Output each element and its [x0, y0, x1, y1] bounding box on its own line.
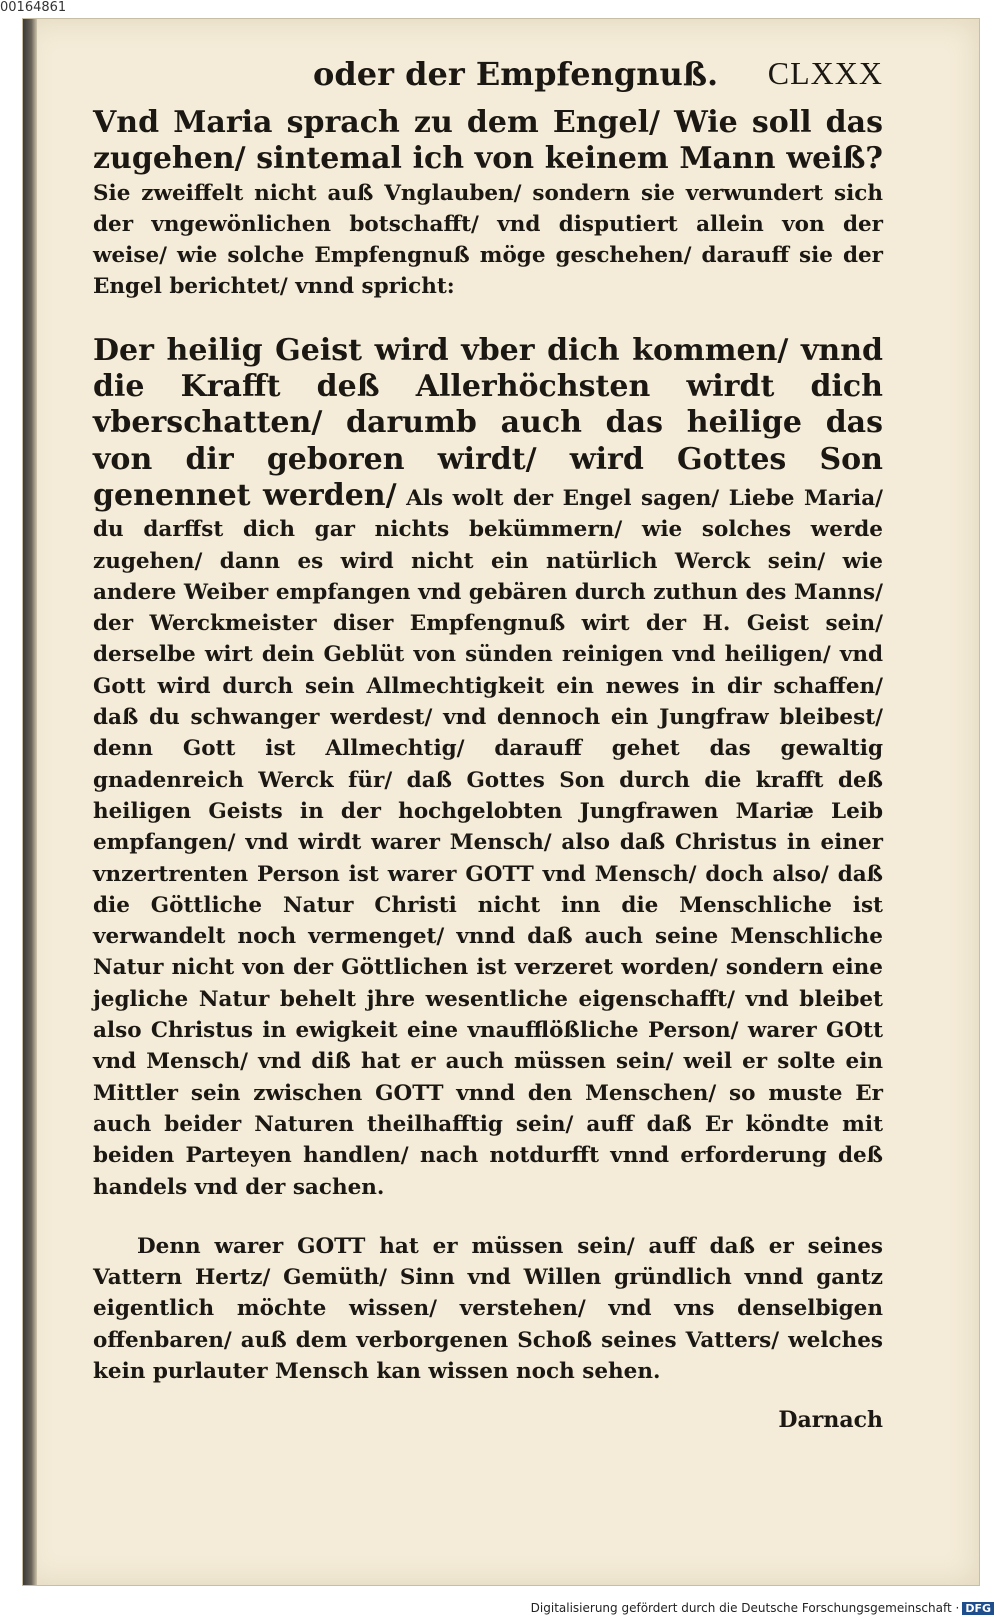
paragraph-2	[93, 333, 883, 1203]
book-page	[22, 18, 980, 1586]
book-spine-edge	[23, 19, 37, 1585]
scan-id: 00164861	[0, 0, 67, 15]
folio-number: CLXXX	[767, 55, 883, 91]
paragraph-1-scripture: Vnd Maria sprach zu dem Engel/ Wie soll das zugehen/ sintemal ich von keinem Mann weiß?	[93, 105, 883, 177]
page-header	[93, 49, 883, 105]
page-content	[93, 49, 883, 1433]
paragraph-2-commentary: Als wolt der Engel sagen/ Liebe Maria/ du darffst dich gar nichts bekümmern/ wie solches werde zugehen/ dann es wird nicht ein natürlich Werck sein/ wie andere Weiber empfangen vnd gebären durch zuthun des Manns/ der Werckmeister diser Empfengnuß wirt der H. Geist sein/ derselbe wirt dein Geblüt von sünden reinigen vnd heiligen/ vnd Gott wird durch sein Allmechtigkeit ein newes in dir schaffen/ daß du schwanger werdest/ vnd dennoch ein Jungfraw bleibest/ denn Gott ist Allmechtig/ darauff gehet das gewaltig gnadenreich Werck für/ daß Gottes Son durch die krafft deß heiligen Geists in der hochgelobten Jungfrawen Mariæ Leib empfangen/ vnd wirdt warer Mensch/ also daß Christus in einer vnzertrenten Person ist warer GOTT vnd Mensch/ doch also/ daß die Göttliche Natur Christi nicht inn die Menschliche ist verwandelt noch vermenget/ vnnd daß auch seine Menschliche Natur nicht von der Göttlichen ist verzeret worden/ sondern eine jegliche Natur behelt jhre wesentliche eigenschafft/ vnd bleibet also Christus in ewigkeit eine vnaufflößliche Person/ warer GOtt vnd Mensch/ vnd diß hat er auch müssen sein/ weil er solte ein Mittler sein zwischen GOTT vnnd den Menschen/ so muste Er auch beider Naturen theilhafftig sein/ auff daß Er köndte mit beiden Parteyen handlen/ nach notdurfft vnnd erforderung deß handels vnd der sachen.	[93, 485, 883, 1200]
footer-text: Digitalisierung gefördert durch die Deutsche Forschungsgemeinschaft ·	[530, 1601, 960, 1615]
paragraph-3: Denn warer GOTT hat er müssen sein/ auff daß er seines Vattern Hertz/ Gemüth/ Sinn vnd Willen gründlich vnnd gantz eigentlich möchte wissen/ verstehen/ vnd vns denselbigen offenbaren/ auß dem verborgenen Schoß seines Vatters/ welches kein purlauter Mensch kan wissen noch sehen.	[93, 1233, 883, 1384]
running-title: oder der Empfengnuß.	[313, 55, 719, 93]
paragraph-2-scripture: Der heilig Geist wird vber dich kommen/ vnnd die Krafft deß Allerhöchsten wirdt dich vberschatten/ darumb auch das heilige das von dir geboren wirdt/ wird Gottes Son genennet werden/	[93, 332, 883, 513]
footer-credit	[531, 1601, 994, 1615]
paragraph-1-commentary: Sie zweiffelt nicht auß Vnglauben/ sondern sie verwundert sich der vngewönlichen botschafft/ vnd disputiert allein von der weise/ wie solche Empfengnuß möge geschehen/ darauff sie der Engel berichtet/ vnnd spricht:	[93, 180, 883, 300]
dfg-logo: DFG	[962, 1602, 994, 1615]
paragraph-1	[93, 105, 883, 303]
catchword: Darnach	[778, 1407, 883, 1434]
